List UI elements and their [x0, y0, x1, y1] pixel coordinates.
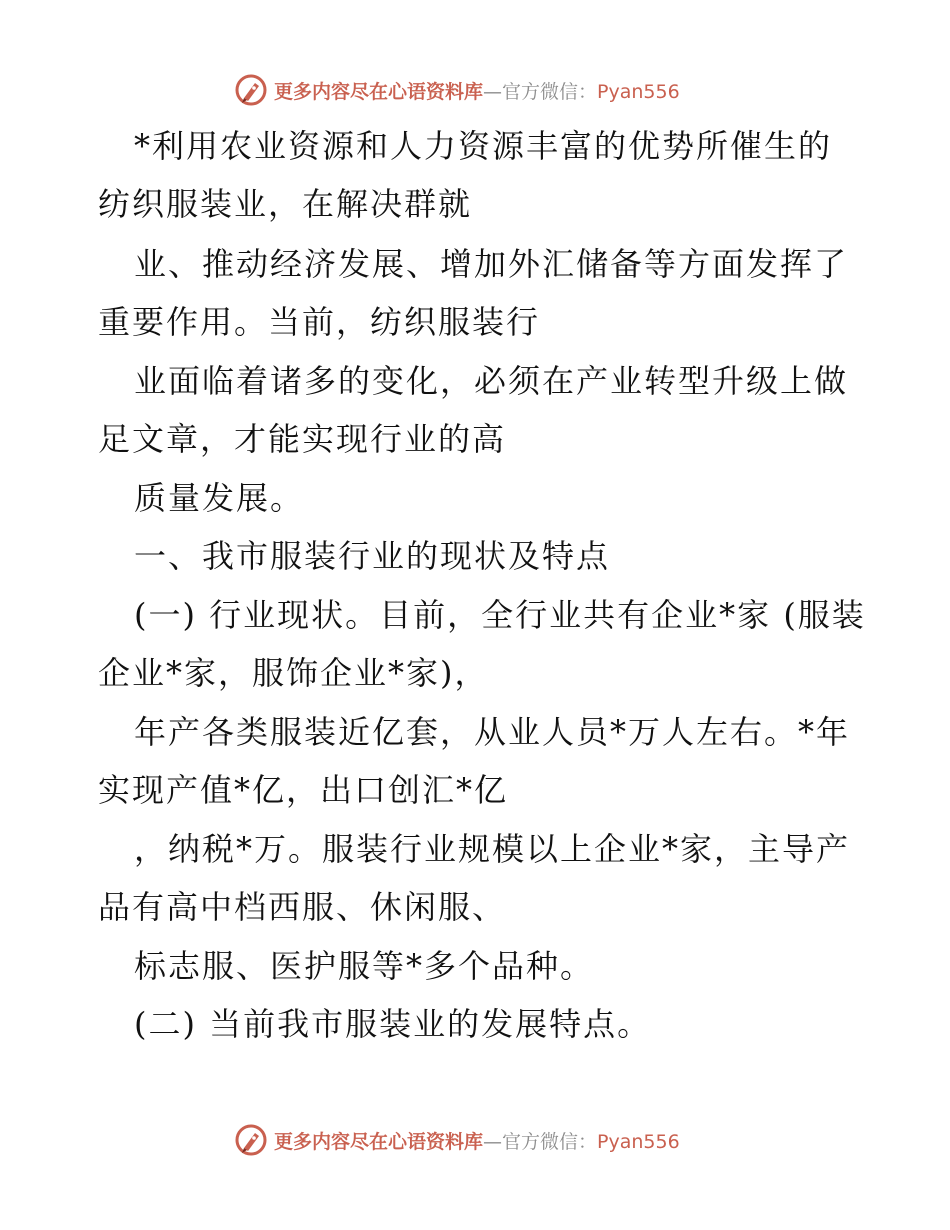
text-line: 年产各类服装近亿套，从业人员*万人左右。*年 [134, 713, 851, 751]
pen-nib-logo-icon [234, 73, 268, 107]
banner-brand: 更多内容尽在心语资料库 [274, 1130, 484, 1153]
banner-separator: — [483, 80, 503, 103]
section-heading: 一、我市服装行业的现状及特点 [134, 537, 611, 575]
text-line: 业、推动经济发展、增加外汇储备等方面发挥了 [134, 245, 849, 283]
banner-brand: 更多内容尽在心语资料库 [274, 80, 484, 103]
text-line: (二) 当前我市服装业的发展特点。 [134, 1005, 652, 1043]
text-line: 实现产值*亿，出口创汇*亿 [98, 771, 509, 809]
pen-nib-logo-icon [234, 1123, 268, 1157]
text-line: 业面临着诸多的变化，必须在产业转型升级上做 [134, 362, 849, 400]
footer-banner [234, 1120, 680, 1160]
banner-text [274, 77, 680, 104]
text-line: (一) 行业现状。目前，全行业共有企业*家 (服装 [134, 596, 866, 634]
text-line: ，纳税*万。服装行业规模以上企业*家，主导产 [134, 830, 851, 868]
text-line: 品有高中档西服、休闲服、 [98, 888, 507, 926]
banner-separator: — [483, 1130, 503, 1153]
text-line: 企业*家，服饰企业*家)， [98, 654, 489, 692]
banner-wechat-id: Pyan556 [597, 80, 680, 103]
banner-wechat-id: Pyan556 [597, 1130, 680, 1153]
banner-wechat-label: 官方微信： [502, 80, 598, 103]
banner-wechat-label: 官方微信： [502, 1130, 598, 1153]
header-banner [234, 70, 680, 110]
text-line: 标志服、医护服等*多个品种。 [134, 947, 595, 985]
text-line: 质量发展。 [134, 479, 305, 517]
banner-text [274, 1127, 680, 1154]
text-line: 纺织服装业，在解决群就 [98, 185, 473, 223]
text-line: *利用农业资源和人力资源丰富的优势所催生的 [134, 127, 833, 165]
text-line: 重要作用。当前，纺织服装行 [98, 303, 541, 341]
text-line: 足文章，才能实现行业的高 [98, 420, 507, 458]
